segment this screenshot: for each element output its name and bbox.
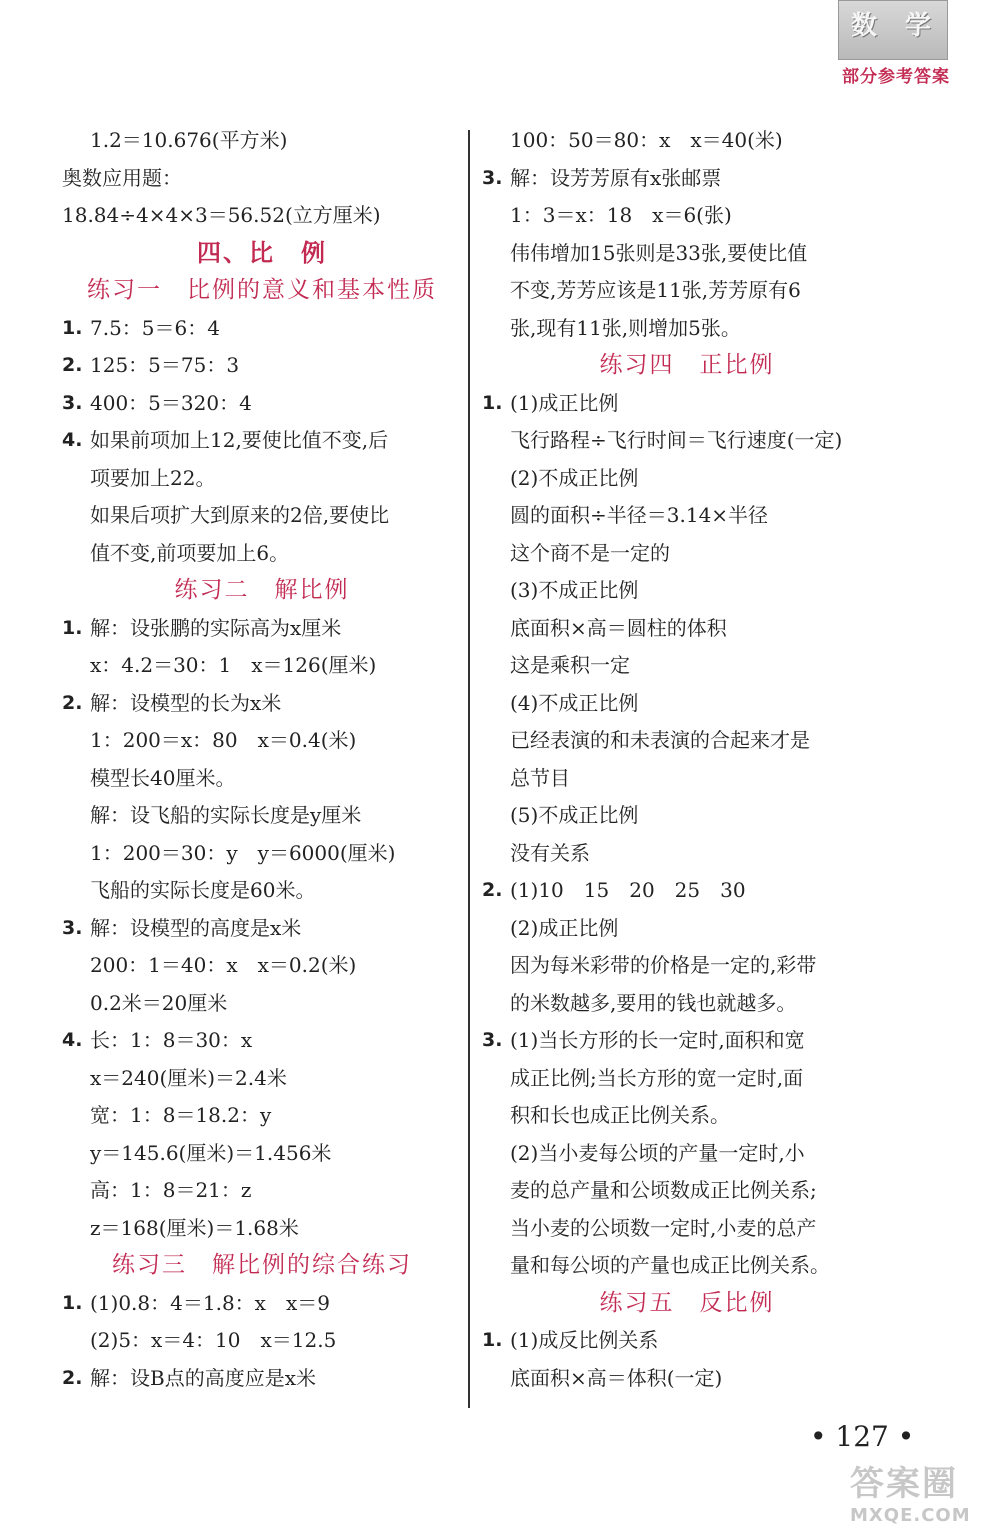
right-column (482, 122, 892, 1397)
watermark-bottom: MXQE.COM (850, 1505, 971, 1526)
answer-text: 解：设模型的高度是x米 (90, 915, 302, 940)
answer-line (62, 985, 462, 1023)
answer-text: (2)不成正比例 (510, 465, 639, 490)
answer-line (482, 122, 892, 160)
answer-text: (1)0.8：4＝1.8：x x＝9 (90, 1290, 330, 1315)
answer-text: 张,现有11张,则增加5张。 (510, 315, 741, 340)
answer-line (62, 310, 462, 348)
answer-text: 项要加上22。 (90, 465, 216, 490)
question-number: 2. (62, 1366, 83, 1389)
question-number: 3. (482, 166, 503, 189)
answer-text: 圆的面积÷半径＝3.14×半径 (510, 503, 769, 527)
question-number: 4. (62, 1029, 83, 1051)
answer-line (62, 1322, 462, 1360)
answer-line (482, 1022, 892, 1060)
column-divider (468, 130, 470, 1408)
section-heading-text: 练习五 反比例 (599, 1289, 775, 1316)
answer-text: x：4.2＝30：1 x＝126(厘米) (90, 653, 377, 677)
answer-text: 如果前项加上12,要使比值不变,后 (90, 428, 389, 452)
answer-text: 积和长也成正比例关系。 (510, 1103, 730, 1127)
answer-text: 飞船的实际长度是60米。 (90, 878, 316, 902)
question-number: 4. (62, 429, 83, 451)
answer-line (62, 197, 462, 235)
answer-line (482, 1060, 892, 1098)
answer-line (62, 385, 462, 423)
header-subtitle: 部分参考答案 (842, 67, 950, 87)
answer-text: 解：设芳芳原有x张邮票 (510, 165, 722, 190)
answer-line (482, 1247, 892, 1285)
answer-text: (4)不成正比例 (510, 690, 639, 715)
section-heading-text: 四、比 例 (197, 238, 327, 267)
answer-line (482, 1322, 892, 1360)
answer-text: 解：设模型的长为x米 (90, 690, 282, 715)
answer-line (62, 347, 462, 385)
answer-line (62, 1172, 462, 1210)
answer-line (482, 797, 892, 835)
answer-text: 没有关系 (510, 840, 590, 865)
answer-text: (3)不成正比例 (510, 578, 639, 602)
answer-text: 这个商不是一定的 (510, 540, 670, 565)
question-number: 2. (482, 879, 503, 901)
question-number: 3. (482, 1029, 503, 1051)
question-number: 1. (62, 616, 83, 639)
answer-line (62, 872, 462, 910)
left-column (62, 122, 462, 1397)
answer-line (62, 422, 462, 460)
section-heading (62, 572, 462, 610)
question-number: 3. (62, 391, 83, 414)
answer-text: 18.84÷4×4×3＝56.52(立方厘米) (62, 203, 381, 227)
answer-line (482, 910, 892, 948)
answer-text: 底面积×高＝体积(一定) (510, 1365, 723, 1390)
answer-line (62, 1060, 462, 1098)
answer-line (482, 272, 892, 310)
answer-text: 200：1＝40：x x＝0.2(米) (90, 953, 357, 977)
section-heading-text: 练习二 解比例 (174, 577, 350, 603)
question-number: 2. (62, 354, 83, 376)
answer-line (62, 610, 462, 648)
question-number: 1. (62, 1291, 83, 1314)
answer-line (482, 235, 892, 273)
answer-line (482, 197, 892, 235)
badge-glyph-2: 学 (905, 11, 932, 41)
question-number: 1. (482, 391, 503, 414)
answer-text: x＝240(厘米)＝2.4米 (90, 1065, 287, 1090)
answer-text: 底面积×高＝圆柱的体积 (510, 615, 727, 640)
answer-text: 总节目 (510, 765, 570, 790)
answer-line (482, 760, 892, 798)
answer-line (62, 1285, 462, 1323)
section-heading-text: 练习三 解比例的综合练习 (112, 1252, 412, 1278)
section-heading-text: 练习四 正比例 (599, 352, 775, 378)
answer-text: 当小麦的公顷数一定时,小麦的总产 (510, 1215, 817, 1240)
answer-line (62, 535, 462, 573)
answer-line (62, 835, 462, 873)
badge-glyph-1: 数 (851, 11, 878, 41)
answer-text: 1：3＝x：18 x＝6(张) (510, 203, 732, 227)
answer-line (482, 985, 892, 1023)
answer-text: 100：50＝80：x x＝40(米) (510, 128, 783, 152)
answer-text: 量和每公顷的产量也成正比例关系。 (510, 1253, 830, 1277)
answer-line (482, 497, 892, 535)
section-heading (62, 1247, 462, 1285)
subject-badge (838, 0, 948, 60)
answer-text: 高：1：8＝21：z (90, 1178, 252, 1202)
answer-line (62, 760, 462, 798)
question-number: 1. (62, 316, 83, 339)
answer-line (482, 1172, 892, 1210)
answer-line (62, 647, 462, 685)
question-number: 3. (62, 916, 83, 939)
answer-text: 解：设飞船的实际长度是y厘米 (90, 803, 362, 827)
answer-line (62, 797, 462, 835)
answer-text: 不变,芳芳应该是11张,芳芳原有6 (510, 278, 801, 302)
answer-line (482, 1135, 892, 1173)
page-number: • 127 • (810, 1420, 915, 1453)
answer-line (62, 1022, 462, 1060)
answer-text: (2)当小麦每公顷的产量一定时,小 (510, 1140, 805, 1165)
answer-line (62, 1135, 462, 1173)
answer-text: 伟伟增加15张则是33张,要使比值 (510, 240, 808, 265)
answer-text: (1)当长方形的长一定时,面积和宽 (510, 1028, 805, 1052)
answer-text: 如果后项扩大到原来的2倍,要使比 (90, 503, 390, 527)
answer-text: 宽：1：8＝18.2：y (90, 1103, 272, 1127)
answer-line (482, 722, 892, 760)
answer-line (482, 835, 892, 873)
answer-line (482, 1210, 892, 1248)
answer-line (62, 722, 462, 760)
watermark-top: 答案圈 (850, 1464, 958, 1504)
question-number: 1. (482, 1329, 503, 1351)
answer-line (482, 385, 892, 423)
answer-text: 成正比例;当长方形的宽一定时,面 (510, 1065, 804, 1090)
answer-text: 模型长40厘米。 (90, 765, 236, 790)
answer-line (482, 947, 892, 985)
answer-line (482, 422, 892, 460)
answer-line (482, 610, 892, 648)
answer-text: 0.2米＝20厘米 (90, 990, 228, 1015)
answer-text: 解：设B点的高度应是x米 (90, 1365, 316, 1390)
answer-line (482, 572, 892, 610)
answer-line (482, 1097, 892, 1135)
section-heading (62, 272, 462, 310)
answer-text: (1)成正比例 (510, 390, 619, 415)
answer-line (482, 310, 892, 348)
answer-text: 已经表演的和未表演的合起来才是 (510, 728, 810, 752)
answer-line (482, 647, 892, 685)
answer-text: 1：200＝30：y y＝6000(厘米) (90, 840, 396, 865)
answer-text: 麦的总产量和公顷数成正比例关系; (510, 1178, 817, 1202)
answer-text: (1)10 15 20 25 30 (510, 878, 746, 902)
answer-text: 飞行路程÷飞行时间＝飞行速度(一定) (510, 428, 843, 452)
section-heading (482, 1285, 892, 1323)
answer-line (62, 497, 462, 535)
answer-line (62, 947, 462, 985)
answer-text: 125：5＝75：3 (90, 353, 240, 377)
answer-text: 因为每米彩带的价格是一定的,彩带 (510, 953, 817, 977)
answer-text: 长：1：8＝30：x (90, 1028, 253, 1052)
answer-text: 的米数越多,要用的钱也就越多。 (510, 990, 797, 1015)
section-heading (62, 235, 462, 273)
question-number: 2. (62, 691, 83, 714)
answer-line (62, 1210, 462, 1248)
answer-text: (5)不成正比例 (510, 803, 639, 827)
answer-text: 1：200＝x：80 x＝0.4(米) (90, 728, 357, 752)
answer-text: 1.2＝10.676(平方米) (90, 128, 288, 152)
answer-text: (2)成正比例 (510, 915, 619, 940)
answer-line (62, 460, 462, 498)
answer-text: (1)成反比例关系 (510, 1328, 659, 1352)
answer-line (62, 685, 462, 723)
answer-text: 奥数应用题： (62, 165, 182, 190)
answer-text: y＝145.6(厘米)＝1.456米 (90, 1140, 332, 1165)
answer-text: 这是乘积一定 (510, 653, 630, 677)
answer-text: 值不变,前项要加上6。 (90, 540, 290, 565)
answer-line (482, 160, 892, 198)
answer-text: (2)5：x＝4：10 x＝12.5 (90, 1328, 337, 1352)
answer-line (482, 1360, 892, 1398)
watermark-logo (850, 1456, 980, 1526)
answer-line (482, 872, 892, 910)
answer-line (62, 910, 462, 948)
section-heading-text: 练习一 比例的意义和基本性质 (87, 277, 437, 303)
answer-line (482, 535, 892, 573)
answer-text: 解：设张鹏的实际高为x厘米 (90, 615, 342, 640)
answer-line (62, 122, 462, 160)
answer-text: 7.5：5＝6：4 (90, 315, 220, 340)
answer-text: 400：5＝320：4 (90, 390, 252, 415)
answer-line (62, 1097, 462, 1135)
answer-line (482, 685, 892, 723)
answer-text: z＝168(厘米)＝1.68米 (90, 1215, 299, 1240)
answer-line (62, 160, 462, 198)
answer-line (482, 460, 892, 498)
answer-line (62, 1360, 462, 1398)
section-heading (482, 347, 892, 385)
